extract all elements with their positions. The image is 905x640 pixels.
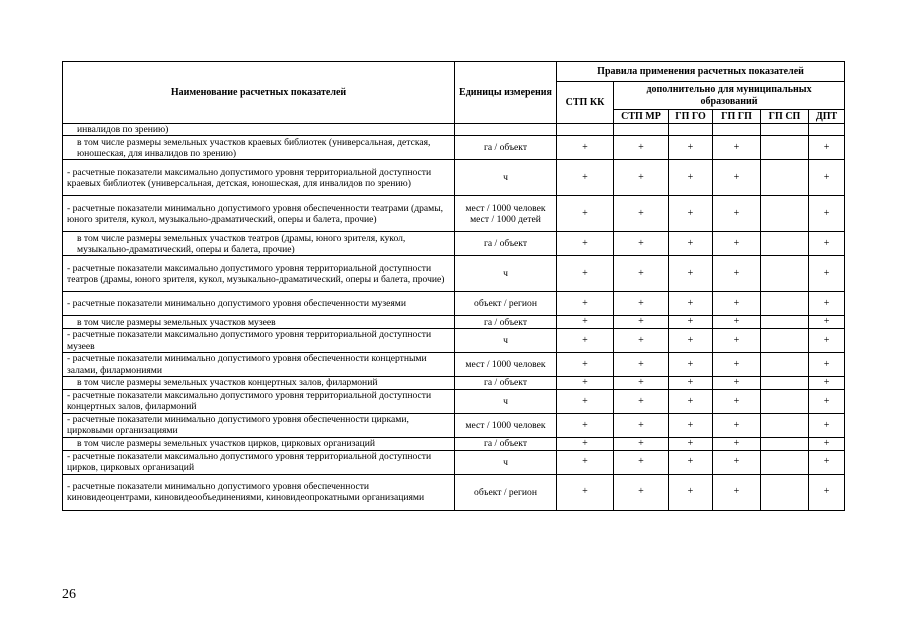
dpt-cell: +	[809, 437, 845, 450]
stp-mr-cell: +	[614, 136, 669, 160]
gp-sp-cell	[761, 450, 809, 474]
stp-mr-cell: +	[614, 160, 669, 196]
gp-gp-cell: +	[713, 196, 761, 232]
indicator-name-cell: в том числе размеры земельных участков цирков, цирковых организаций	[63, 437, 455, 450]
gp-sp-cell	[761, 256, 809, 292]
dpt-cell: +	[809, 450, 845, 474]
document-table-container	[62, 61, 844, 511]
gp-go-cell: +	[669, 329, 713, 353]
stp-kk-cell	[557, 124, 614, 136]
header-gp-go: ГП ГО	[669, 110, 713, 124]
table-row	[63, 316, 845, 329]
gp-go-cell: +	[669, 196, 713, 232]
dpt-cell: +	[809, 316, 845, 329]
gp-go-cell: +	[669, 316, 713, 329]
stp-kk-cell: +	[557, 232, 614, 256]
dpt-cell: +	[809, 136, 845, 160]
table-row	[63, 353, 845, 377]
header-gp-sp: ГП СП	[761, 110, 809, 124]
gp-sp-cell	[761, 196, 809, 232]
stp-mr-cell: +	[614, 196, 669, 232]
gp-gp-cell: +	[713, 353, 761, 377]
indicators-table	[62, 61, 845, 511]
table-row	[63, 124, 845, 136]
stp-mr-cell: +	[614, 353, 669, 377]
unit-cell: мест / 1000 человек мест / 1000 детей	[455, 196, 557, 232]
indicator-name-cell: - расчетные показатели минимально допустимого уровня обеспеченности музеями	[63, 292, 455, 316]
stp-mr-cell: +	[614, 474, 669, 510]
gp-sp-cell	[761, 160, 809, 196]
stp-mr-cell: +	[614, 377, 669, 390]
indicator-name-cell: - расчетные показатели максимально допустимого уровня территориальной доступности краевых библиотек (универсальная, детская, юношеская, для инвалидов по зрению)	[63, 160, 455, 196]
gp-sp-cell	[761, 292, 809, 316]
gp-go-cell: +	[669, 413, 713, 437]
unit-cell: ч	[455, 450, 557, 474]
table-row	[63, 292, 845, 316]
unit-cell: га / объект	[455, 437, 557, 450]
unit-cell: объект / регион	[455, 292, 557, 316]
gp-gp-cell: +	[713, 316, 761, 329]
stp-kk-cell: +	[557, 196, 614, 232]
table-row	[63, 160, 845, 196]
indicator-name-cell: в том числе размеры земельных участков музеев	[63, 316, 455, 329]
indicator-name-cell: - расчетные показатели минимально допустимого уровня обеспеченности цирками, цирковыми организациями	[63, 413, 455, 437]
stp-kk-cell: +	[557, 316, 614, 329]
table-row	[63, 329, 845, 353]
stp-mr-cell: +	[614, 232, 669, 256]
unit-cell: ч	[455, 160, 557, 196]
gp-go-cell: +	[669, 389, 713, 413]
unit-cell: га / объект	[455, 136, 557, 160]
stp-mr-cell: +	[614, 389, 669, 413]
stp-kk-cell: +	[557, 292, 614, 316]
gp-go-cell: +	[669, 353, 713, 377]
stp-kk-cell: +	[557, 437, 614, 450]
unit-cell: ч	[455, 256, 557, 292]
gp-sp-cell	[761, 329, 809, 353]
table-row	[63, 437, 845, 450]
unit-cell: га / объект	[455, 377, 557, 390]
gp-go-cell	[669, 124, 713, 136]
table-row	[63, 474, 845, 510]
header-unit: Единицы измерения	[455, 62, 557, 124]
gp-go-cell: +	[669, 437, 713, 450]
indicator-name-cell: - расчетные показатели минимально допустимого уровня обеспеченности театрами (драмы, юного зрителя, кукол, музыкально-драматический, оперы и балета, прочие)	[63, 196, 455, 232]
header-name: Наименование расчетных показателей	[63, 62, 455, 124]
indicator-name-cell: в том числе размеры земельных участков театров (драмы, юного зрителя, кукол, музыкально-драматический, оперы и балета, прочие)	[63, 232, 455, 256]
unit-cell: объект / регион	[455, 474, 557, 510]
stp-kk-cell: +	[557, 413, 614, 437]
gp-sp-cell	[761, 353, 809, 377]
gp-gp-cell: +	[713, 292, 761, 316]
unit-cell: ч	[455, 329, 557, 353]
gp-gp-cell: +	[713, 256, 761, 292]
table-row	[63, 136, 845, 160]
table-row	[63, 450, 845, 474]
gp-go-cell: +	[669, 160, 713, 196]
header-stp-mr: СТП МР	[614, 110, 669, 124]
indicator-name-cell: в том числе размеры земельных участков концертных залов, филармоний	[63, 377, 455, 390]
unit-cell: ч	[455, 389, 557, 413]
table-row	[63, 377, 845, 390]
gp-go-cell: +	[669, 232, 713, 256]
stp-kk-cell: +	[557, 136, 614, 160]
gp-sp-cell	[761, 389, 809, 413]
dpt-cell: +	[809, 292, 845, 316]
gp-gp-cell: +	[713, 160, 761, 196]
gp-sp-cell	[761, 413, 809, 437]
stp-kk-cell: +	[557, 256, 614, 292]
gp-gp-cell: +	[713, 389, 761, 413]
header-stp-kk: СТП КК	[557, 82, 614, 124]
stp-mr-cell: +	[614, 450, 669, 474]
stp-mr-cell: +	[614, 437, 669, 450]
stp-kk-cell: +	[557, 160, 614, 196]
stp-kk-cell: +	[557, 450, 614, 474]
gp-gp-cell: +	[713, 377, 761, 390]
gp-go-cell: +	[669, 450, 713, 474]
table-row	[63, 413, 845, 437]
gp-go-cell: +	[669, 474, 713, 510]
table-row	[63, 196, 845, 232]
header-dpt: ДПТ	[809, 110, 845, 124]
unit-cell: га / объект	[455, 316, 557, 329]
indicator-name-cell: - расчетные показатели максимально допустимого уровня территориальной доступности цирков, цирковых организаций	[63, 450, 455, 474]
indicator-name-cell: - расчетные показатели минимально допустимого уровня обеспеченности концертными залами, филармониями	[63, 353, 455, 377]
gp-gp-cell: +	[713, 437, 761, 450]
header-rules: Правила применения расчетных показателей	[557, 62, 845, 82]
dpt-cell: +	[809, 329, 845, 353]
gp-sp-cell	[761, 474, 809, 510]
dpt-cell: +	[809, 353, 845, 377]
stp-kk-cell: +	[557, 329, 614, 353]
stp-mr-cell: +	[614, 329, 669, 353]
gp-gp-cell: +	[713, 450, 761, 474]
gp-gp-cell: +	[713, 136, 761, 160]
indicator-name-cell: инвалидов по зрению)	[63, 124, 455, 136]
stp-mr-cell: +	[614, 256, 669, 292]
gp-sp-cell	[761, 232, 809, 256]
unit-cell: мест / 1000 человек	[455, 353, 557, 377]
dpt-cell	[809, 124, 845, 136]
gp-go-cell: +	[669, 256, 713, 292]
unit-cell: мест / 1000 человек	[455, 413, 557, 437]
table-body	[63, 124, 845, 511]
gp-gp-cell: +	[713, 232, 761, 256]
indicator-name-cell: - расчетные показатели максимально допустимого уровня территориальной доступности концертных залов, филармоний	[63, 389, 455, 413]
gp-sp-cell	[761, 377, 809, 390]
gp-gp-cell: +	[713, 329, 761, 353]
dpt-cell: +	[809, 377, 845, 390]
gp-gp-cell	[713, 124, 761, 136]
indicator-name-cell: - расчетные показатели минимально допустимого уровня обеспеченности киновидеоцентрами, киновидеообъединениями, киновидеопрокатными организациями	[63, 474, 455, 510]
dpt-cell: +	[809, 232, 845, 256]
unit-cell	[455, 124, 557, 136]
header-additional: дополнительно для муниципальных образований	[614, 82, 845, 110]
stp-kk-cell: +	[557, 474, 614, 510]
gp-sp-cell	[761, 437, 809, 450]
gp-go-cell: +	[669, 292, 713, 316]
header-gp-gp: ГП ГП	[713, 110, 761, 124]
indicator-name-cell: в том числе размеры земельных участков краевых библиотек (универсальная, детская, юношеская, для инвалидов по зрению)	[63, 136, 455, 160]
gp-sp-cell	[761, 316, 809, 329]
gp-sp-cell	[761, 136, 809, 160]
gp-gp-cell: +	[713, 413, 761, 437]
dpt-cell: +	[809, 256, 845, 292]
stp-mr-cell	[614, 124, 669, 136]
stp-kk-cell: +	[557, 389, 614, 413]
table-row	[63, 256, 845, 292]
stp-mr-cell: +	[614, 413, 669, 437]
dpt-cell: +	[809, 389, 845, 413]
gp-sp-cell	[761, 124, 809, 136]
stp-mr-cell: +	[614, 292, 669, 316]
indicator-name-cell: - расчетные показатели максимально допустимого уровня территориальной доступности музеев	[63, 329, 455, 353]
dpt-cell: +	[809, 196, 845, 232]
unit-cell: га / объект	[455, 232, 557, 256]
stp-kk-cell: +	[557, 377, 614, 390]
page-number: 26	[62, 587, 76, 602]
dpt-cell: +	[809, 474, 845, 510]
gp-go-cell: +	[669, 136, 713, 160]
stp-kk-cell: +	[557, 353, 614, 377]
dpt-cell: +	[809, 160, 845, 196]
table-header	[63, 62, 845, 124]
gp-go-cell: +	[669, 377, 713, 390]
table-row	[63, 232, 845, 256]
dpt-cell: +	[809, 413, 845, 437]
indicator-name-cell: - расчетные показатели максимально допустимого уровня территориальной доступности театров (драмы, юного зрителя, кукол, музыкально-драматический, оперы и балета, прочие)	[63, 256, 455, 292]
gp-gp-cell: +	[713, 474, 761, 510]
stp-mr-cell: +	[614, 316, 669, 329]
table-row	[63, 389, 845, 413]
